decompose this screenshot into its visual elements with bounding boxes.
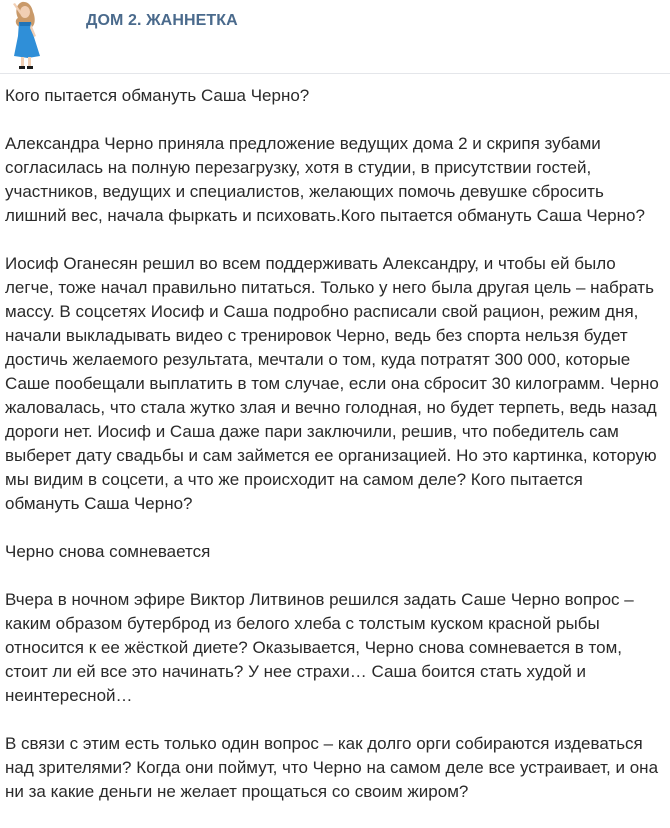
post-text [5, 84, 667, 828]
header-divider [0, 73, 670, 74]
article-paragraph-4: Черно снова сомневается [5, 542, 211, 561]
article-paragraph-2: Александра Черно приняла предложение ведущих дома 2 и скрипя зубами согласилась на полную перезагрузку, хотя в студии, в присутствии гостей, участников, ведущих и специалистов, желающих помочь девушке сбросить лишний вес, начала фыркать и психовать.Кого пытается обмануть Саша Черно? [5, 134, 645, 225]
post-header [0, 0, 670, 72]
woman-in-blue-dress-icon[interactable] [2, 0, 52, 70]
group-title-link[interactable]: ДОМ 2. ЖАННЕТКА [86, 12, 238, 29]
article-paragraph-3: Иосиф Оганесян решил во всем поддерживать Александру, и чтобы ей было легче, тоже начал правильно питаться. Только у него была другая цель – набрать массу. В соцсетях Иосиф и Саша подробно расписали свой рацион, режим дня, начали выкладывать видео с тренировок Черно, ведь без спорта нельзя будет достичь желаемого результата, мечтали о том, куда потратят 300 000, которые Саше пообещали выплатить в том случае, если она сбросит 30 килограмм. Черно жаловалась, что стала жутко злая и вечно голодная, но будет терпеть, ведь назад дороги нет. Иосиф и Саша даже пари заключили, решив, что победитель сам выберет дату свадьбы и сам займется ее организацией. Но это картинка, которую мы видим в соцсети, а что же происходит на самом деле? Кого пытается обмануть Саша Черно? [5, 254, 659, 513]
article-paragraph-5: Вчера в ночном эфире Виктор Литвинов решился задать Саше Черно вопрос – каким образом бутерброд из белого хлеба с толстым куском красной рыбы относится к ее жёсткой диете? Оказывается, Черно снова сомневается в том, стоит ли ей все это начинать? У нее страхи… Саша боится стать худой и неинтересной… [5, 590, 634, 705]
article-paragraph-1: Кого пытается обмануть Саша Черно? [5, 86, 310, 105]
article-paragraph-6: В связи с этим есть только один вопрос – как долго орги собираются издеваться над зрителями? Когда они поймут, что Черно на самом деле все устраивает, и она ни за какие деньги не желает прощаться со своим жиром? [5, 734, 659, 801]
